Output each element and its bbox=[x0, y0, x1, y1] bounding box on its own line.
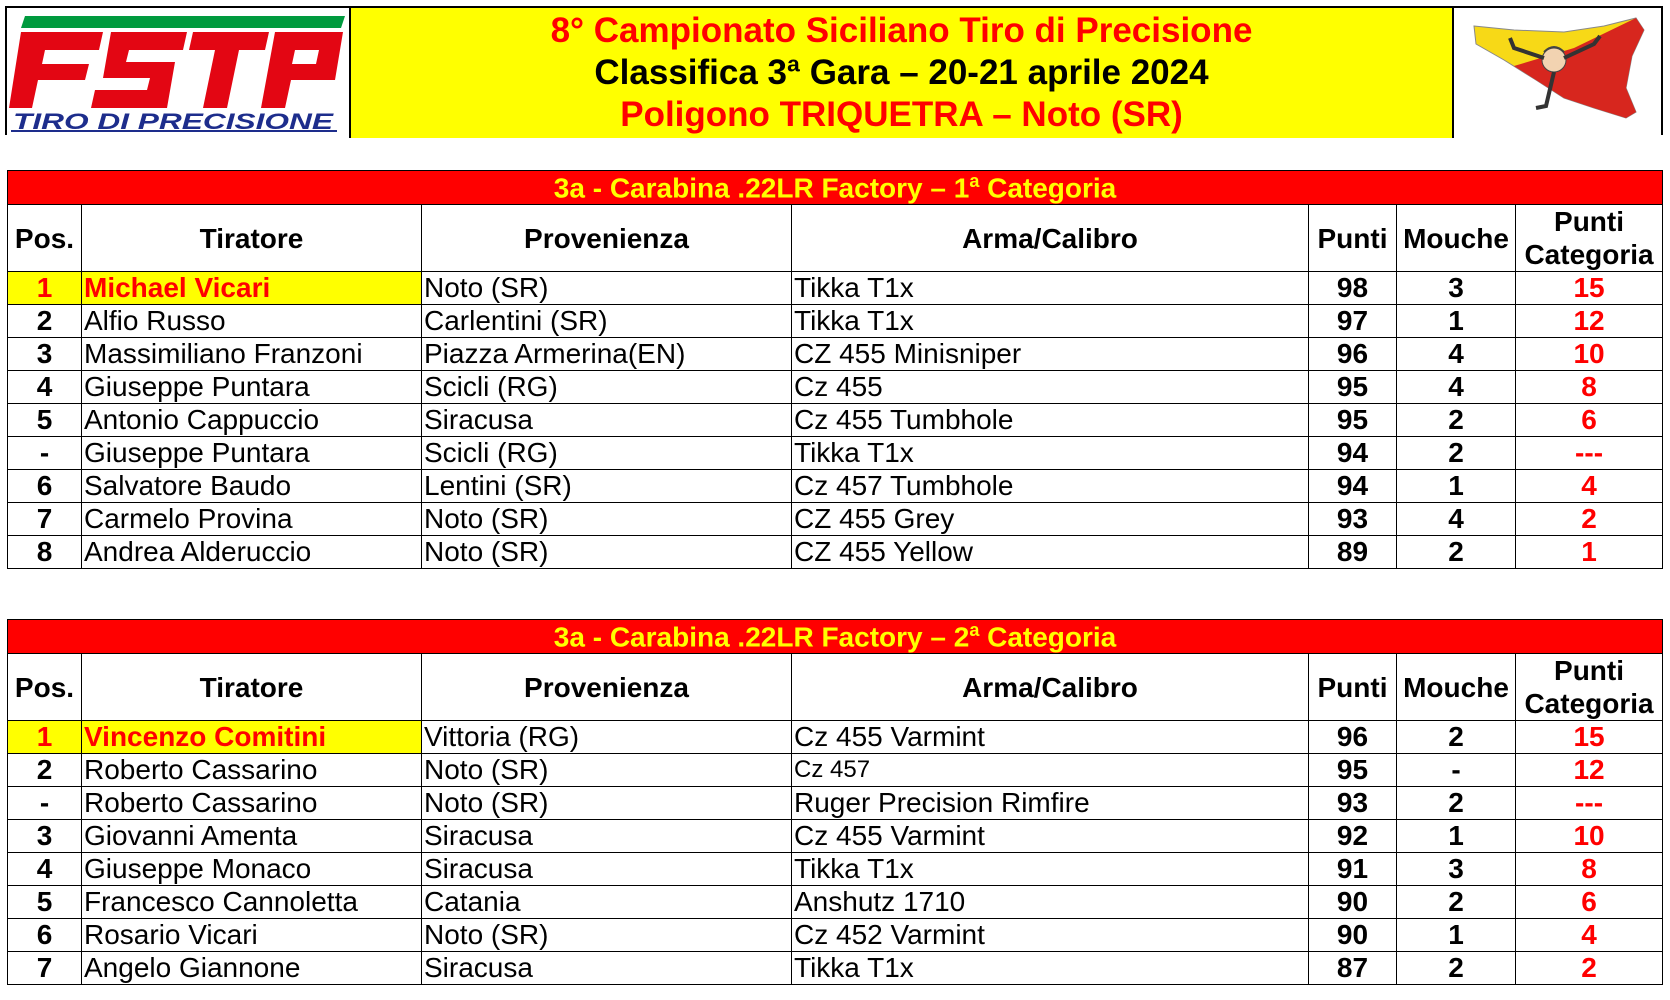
row-mouche: 1 bbox=[1397, 470, 1516, 503]
col-mouche-header: Mouche bbox=[1397, 205, 1516, 272]
row-position: 1 bbox=[8, 272, 82, 305]
header-title-block bbox=[351, 8, 1454, 138]
row-category-points: 15 bbox=[1516, 272, 1663, 305]
page-header bbox=[5, 6, 1663, 135]
row-shooter-name: Roberto Cassarino bbox=[82, 787, 422, 820]
row-shooter-name: Andrea Alderuccio bbox=[82, 536, 422, 569]
row-origin: Siracusa bbox=[422, 820, 792, 853]
row-category-points: 12 bbox=[1516, 754, 1663, 787]
row-weapon: Tikka T1x bbox=[792, 952, 1309, 985]
row-shooter-name: Michael Vicari bbox=[82, 272, 422, 305]
row-points: 95 bbox=[1309, 371, 1397, 404]
row-weapon: CZ 455 Yellow bbox=[792, 536, 1309, 569]
row-mouche: 2 bbox=[1397, 536, 1516, 569]
table-section-title: 3a - Carabina .22LR Factory – 2$^a$ Categoria bbox=[8, 620, 1663, 654]
table-row bbox=[8, 919, 1663, 952]
table-row bbox=[8, 536, 1663, 569]
col-name-header: Tiratore bbox=[82, 654, 422, 721]
row-origin: Catania bbox=[422, 886, 792, 919]
row-category-points: 15 bbox=[1516, 721, 1663, 754]
row-origin: Noto (SR) bbox=[422, 754, 792, 787]
row-category-points: --- bbox=[1516, 787, 1663, 820]
row-weapon: Cz 455 bbox=[792, 371, 1309, 404]
row-category-points: --- bbox=[1516, 437, 1663, 470]
row-shooter-name: Alfio Russo bbox=[82, 305, 422, 338]
table-row bbox=[8, 952, 1663, 985]
ranking-table-2nd-category bbox=[7, 619, 1663, 985]
row-points: 89 bbox=[1309, 536, 1397, 569]
row-mouche: 1 bbox=[1397, 305, 1516, 338]
row-weapon: Tikka T1x bbox=[792, 853, 1309, 886]
row-mouche: 3 bbox=[1397, 853, 1516, 886]
row-category-points: 8 bbox=[1516, 853, 1663, 886]
row-category-points: 2 bbox=[1516, 503, 1663, 536]
table-row bbox=[8, 886, 1663, 919]
row-position: 3 bbox=[8, 338, 82, 371]
row-points: 95 bbox=[1309, 404, 1397, 437]
table-row bbox=[8, 404, 1663, 437]
row-origin: Vittoria (RG) bbox=[422, 721, 792, 754]
row-position: 4 bbox=[8, 853, 82, 886]
row-points: 98 bbox=[1309, 272, 1397, 305]
table-row bbox=[8, 272, 1663, 305]
table-section-title: 3a - Carabina .22LR Factory – 1$^a$ Categoria bbox=[8, 171, 1663, 205]
row-category-points: 10 bbox=[1516, 338, 1663, 371]
row-origin: Noto (SR) bbox=[422, 272, 792, 305]
table-row bbox=[8, 338, 1663, 371]
row-mouche: 1 bbox=[1397, 820, 1516, 853]
table-row bbox=[8, 787, 1663, 820]
table-row bbox=[8, 853, 1663, 886]
row-points: 90 bbox=[1309, 919, 1397, 952]
row-position: 5 bbox=[8, 404, 82, 437]
row-weapon: Cz 455 Varmint bbox=[792, 721, 1309, 754]
row-shooter-name: Angelo Giannone bbox=[82, 952, 422, 985]
row-category-points: 1 bbox=[1516, 536, 1663, 569]
row-category-points: 2 bbox=[1516, 952, 1663, 985]
row-shooter-name: Salvatore Baudo bbox=[82, 470, 422, 503]
row-shooter-name: Rosario Vicari bbox=[82, 919, 422, 952]
row-origin: Scicli (RG) bbox=[422, 437, 792, 470]
row-points: 93 bbox=[1309, 787, 1397, 820]
row-mouche: 4 bbox=[1397, 338, 1516, 371]
row-position: 2 bbox=[8, 754, 82, 787]
col-mouche-header: Mouche bbox=[1397, 654, 1516, 721]
row-category-points: 4 bbox=[1516, 919, 1663, 952]
sicily-flag-map bbox=[1454, 8, 1661, 138]
row-category-points: 6 bbox=[1516, 886, 1663, 919]
row-weapon: Anshutz 1710 bbox=[792, 886, 1309, 919]
row-weapon: Cz 455 Varmint bbox=[792, 820, 1309, 853]
row-mouche: 2 bbox=[1397, 886, 1516, 919]
row-points: 91 bbox=[1309, 853, 1397, 886]
championship-title: 8° Campionato Siciliano Tiro di Precisione bbox=[550, 11, 1253, 50]
col-origin-header: Provenienza bbox=[422, 205, 792, 272]
row-position: 6 bbox=[8, 470, 82, 503]
row-origin: Siracusa bbox=[422, 404, 792, 437]
table-row bbox=[8, 721, 1663, 754]
row-position: 7 bbox=[8, 952, 82, 985]
row-shooter-name: Roberto Cassarino bbox=[82, 754, 422, 787]
row-origin: Noto (SR) bbox=[422, 787, 792, 820]
row-weapon: Ruger Precision Rimfire bbox=[792, 787, 1309, 820]
col-points-header: Punti bbox=[1309, 654, 1397, 721]
row-mouche: 2 bbox=[1397, 437, 1516, 470]
row-origin: Noto (SR) bbox=[422, 503, 792, 536]
row-position: - bbox=[8, 437, 82, 470]
row-weapon: Cz 452 Varmint bbox=[792, 919, 1309, 952]
row-shooter-name: Giuseppe Puntara bbox=[82, 371, 422, 404]
col-points-header: Punti bbox=[1309, 205, 1397, 272]
row-weapon: Cz 457 Tumbhole bbox=[792, 470, 1309, 503]
row-category-points: 12 bbox=[1516, 305, 1663, 338]
row-mouche: 4 bbox=[1397, 503, 1516, 536]
row-position: - bbox=[8, 787, 82, 820]
ranking-table-1st-category bbox=[7, 170, 1663, 569]
row-mouche: 3 bbox=[1397, 272, 1516, 305]
row-position: 1 bbox=[8, 721, 82, 754]
row-category-points: 8 bbox=[1516, 371, 1663, 404]
row-category-points: 6 bbox=[1516, 404, 1663, 437]
row-position: 5 bbox=[8, 886, 82, 919]
col-origin-header: Provenienza bbox=[422, 654, 792, 721]
row-shooter-name: Vincenzo Comitini bbox=[82, 721, 422, 754]
row-position: 2 bbox=[8, 305, 82, 338]
row-mouche: 2 bbox=[1397, 952, 1516, 985]
row-points: 94 bbox=[1309, 470, 1397, 503]
row-category-points: 4 bbox=[1516, 470, 1663, 503]
fstp-logo bbox=[7, 8, 351, 138]
row-shooter-name: Giovanni Amenta bbox=[82, 820, 422, 853]
ranking-subtitle: Classifica 3ª Gara – 20-21 aprile 2024 bbox=[594, 53, 1209, 92]
row-origin: Piazza Armerina(EN) bbox=[422, 338, 792, 371]
row-weapon: Tikka T1x bbox=[792, 305, 1309, 338]
row-position: 7 bbox=[8, 503, 82, 536]
row-origin: Siracusa bbox=[422, 952, 792, 985]
col-weapon-header: Arma/Calibro bbox=[792, 654, 1309, 721]
row-weapon: Cz 455 Tumbhole bbox=[792, 404, 1309, 437]
row-shooter-name: Giuseppe Puntara bbox=[82, 437, 422, 470]
row-mouche: 2 bbox=[1397, 721, 1516, 754]
col-name-header: Tiratore bbox=[82, 205, 422, 272]
col-pos-header: Pos. bbox=[8, 654, 82, 721]
trinacria-icon bbox=[1454, 8, 1659, 133]
table-row bbox=[8, 371, 1663, 404]
col-category-points-header: Punti Categoria bbox=[1516, 205, 1663, 272]
table-row bbox=[8, 503, 1663, 536]
row-category-points: 10 bbox=[1516, 820, 1663, 853]
row-points: 90 bbox=[1309, 886, 1397, 919]
row-shooter-name: Francesco Cannoletta bbox=[82, 886, 422, 919]
row-points: 96 bbox=[1309, 338, 1397, 371]
col-category-points-header: Punti Categoria bbox=[1516, 654, 1663, 721]
col-pos-header: Pos. bbox=[8, 205, 82, 272]
row-origin: Siracusa bbox=[422, 853, 792, 886]
row-origin: Lentini (SR) bbox=[422, 470, 792, 503]
table-row bbox=[8, 305, 1663, 338]
row-points: 94 bbox=[1309, 437, 1397, 470]
row-mouche: - bbox=[1397, 754, 1516, 787]
row-points: 87 bbox=[1309, 952, 1397, 985]
table-header-row bbox=[8, 205, 1663, 272]
row-weapon: CZ 455 Grey bbox=[792, 503, 1309, 536]
table-row bbox=[8, 470, 1663, 503]
table-row bbox=[8, 437, 1663, 470]
row-shooter-name: Antonio Cappuccio bbox=[82, 404, 422, 437]
fstp-logo-icon bbox=[7, 8, 347, 133]
row-origin: Noto (SR) bbox=[422, 536, 792, 569]
row-position: 6 bbox=[8, 919, 82, 952]
row-position: 8 bbox=[8, 536, 82, 569]
table-row bbox=[8, 754, 1663, 787]
row-weapon: Cz 457 bbox=[792, 754, 1309, 787]
row-origin: Scicli (RG) bbox=[422, 371, 792, 404]
row-mouche: 2 bbox=[1397, 404, 1516, 437]
table-row bbox=[8, 820, 1663, 853]
row-weapon: Tikka T1x bbox=[792, 272, 1309, 305]
row-weapon: CZ 455 Minisniper bbox=[792, 338, 1309, 371]
row-mouche: 1 bbox=[1397, 919, 1516, 952]
row-points: 95 bbox=[1309, 754, 1397, 787]
svg-text:TIRO DI PRECISIONE: TIRO DI PRECISIONE bbox=[13, 109, 335, 133]
col-weapon-header: Arma/Calibro bbox=[792, 205, 1309, 272]
row-origin: Carlentini (SR) bbox=[422, 305, 792, 338]
row-points: 97 bbox=[1309, 305, 1397, 338]
row-points: 92 bbox=[1309, 820, 1397, 853]
row-shooter-name: Carmelo Provina bbox=[82, 503, 422, 536]
row-weapon: Tikka T1x bbox=[792, 437, 1309, 470]
row-origin: Noto (SR) bbox=[422, 919, 792, 952]
row-shooter-name: Massimiliano Franzoni bbox=[82, 338, 422, 371]
venue-title: Poligono TRIQUETRA – Noto (SR) bbox=[620, 95, 1183, 134]
row-position: 3 bbox=[8, 820, 82, 853]
table-header-row bbox=[8, 654, 1663, 721]
row-mouche: 2 bbox=[1397, 787, 1516, 820]
row-points: 93 bbox=[1309, 503, 1397, 536]
row-mouche: 4 bbox=[1397, 371, 1516, 404]
row-shooter-name: Giuseppe Monaco bbox=[82, 853, 422, 886]
row-points: 96 bbox=[1309, 721, 1397, 754]
row-position: 4 bbox=[8, 371, 82, 404]
